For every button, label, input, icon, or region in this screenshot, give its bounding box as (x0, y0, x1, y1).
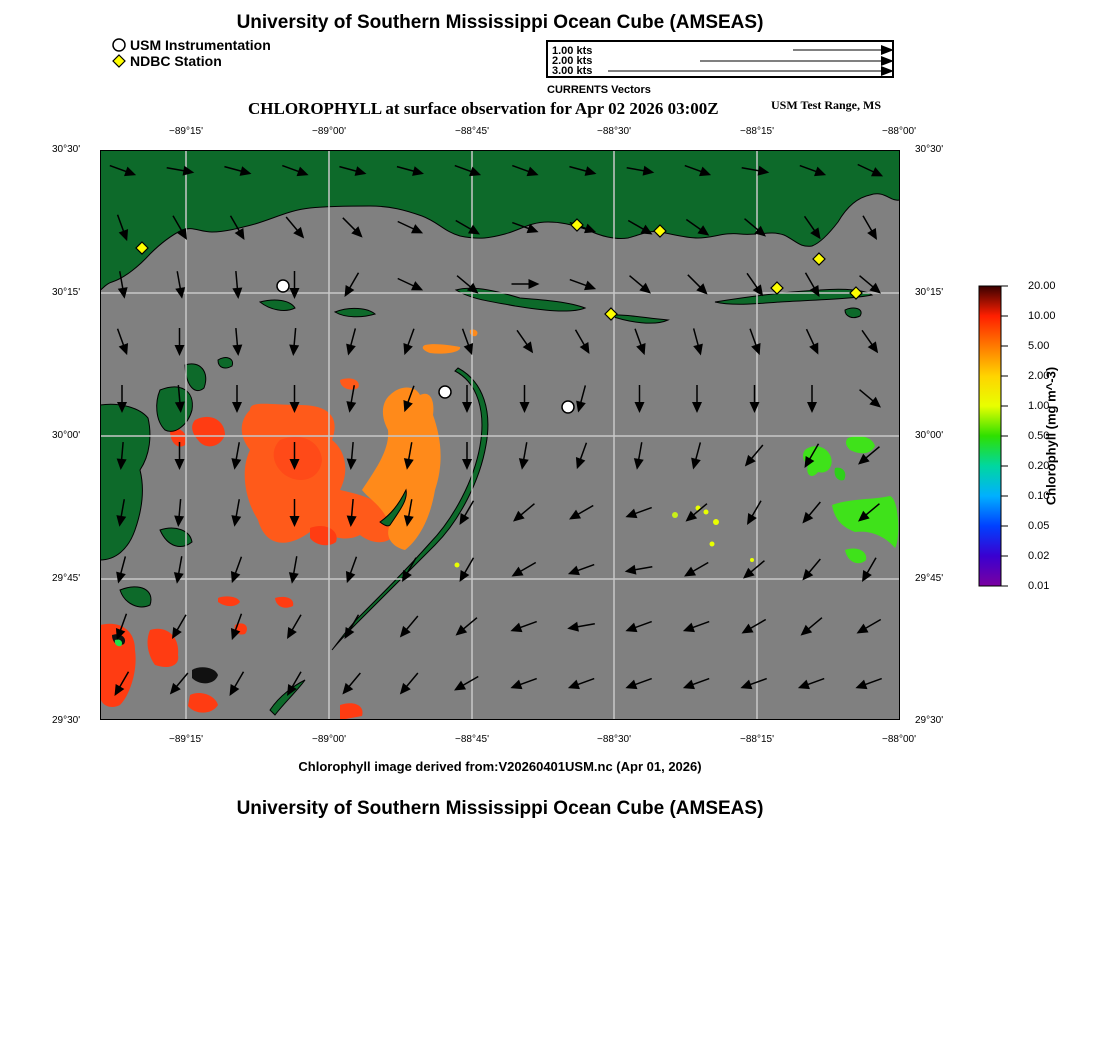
legend-ndbc-label: NDBC Station (130, 53, 222, 69)
colorbar-label: 2.00 (1028, 370, 1050, 382)
vector-label-1: 1.00 kts (552, 45, 593, 57)
colorbar-label: 0.02 (1028, 550, 1050, 562)
colorbar-label: 5.00 (1028, 340, 1050, 352)
colorbar-label: 0.20 (1028, 460, 1050, 472)
page-title: University of Southern Mississippi Ocean Cube (AMSEAS) (236, 12, 764, 33)
x-tick-bottom-1: −89°15' (169, 734, 203, 745)
vector-scale-key (546, 40, 894, 78)
colorbar-label: 20.00 (1028, 280, 1056, 292)
chlorophyll-colorbar (978, 284, 1026, 588)
map-subtitle: USM Test Range, MS (771, 98, 882, 112)
usm-station-marker (277, 280, 289, 292)
y-tick-right-2: 30°15' (915, 287, 944, 298)
legend-item-usm (112, 37, 271, 53)
vector-scale-arrows (548, 42, 892, 76)
x-tick-top-4: −88°30' (597, 126, 631, 137)
y-tick-right-3: 30°00' (915, 430, 944, 441)
vector-caption: CURRENTS Vectors (547, 84, 651, 96)
ndbc-marker-icon (112, 54, 126, 68)
x-tick-top-3: −88°45' (455, 126, 489, 137)
colorbar-label: 10.00 (1028, 310, 1056, 322)
usm-station-marker (439, 386, 451, 398)
marker-legend (112, 37, 271, 69)
vector-label-2: 2.00 kts (552, 55, 593, 67)
colorbar-label: 0.10 (1028, 490, 1050, 502)
map-title: CHLOROPHYLL at surface observation for Apr 02 2026 03:00Z (248, 99, 719, 118)
y-tick-left-2: 30°15' (52, 287, 81, 298)
x-tick-bottom-4: −88°30' (597, 734, 631, 745)
y-tick-left-1: 30°30' (52, 144, 81, 155)
legend-item-ndbc (112, 53, 271, 69)
x-tick-top-6: −88°00' (882, 126, 916, 137)
vector-label-3: 3.00 kts (552, 65, 593, 77)
image-source-note: Chlorophyll image derived from:V20260401USM.nc (Apr 01, 2026) (298, 759, 702, 774)
chlorophyll-map (100, 150, 900, 720)
colorbar-label: 0.01 (1028, 580, 1050, 592)
x-tick-top-5: −88°15' (740, 126, 774, 137)
y-tick-left-5: 29°30' (52, 715, 81, 726)
colorbar-title: Chlorophyll (mg m^-3) (1043, 366, 1059, 506)
y-tick-right-4: 29°45' (915, 573, 944, 584)
colorbar-label: 0.05 (1028, 520, 1050, 532)
x-tick-top-1: −89°15' (169, 126, 203, 137)
x-tick-bottom-5: −88°15' (740, 734, 774, 745)
usm-station-marker (562, 401, 574, 413)
colorbar-label: 0.50 (1028, 430, 1050, 442)
usm-marker-icon (112, 38, 126, 52)
legend-usm-label: USM Instrumentation (130, 37, 271, 53)
y-tick-right-1: 30°30' (915, 144, 944, 155)
y-tick-left-3: 30°00' (52, 430, 81, 441)
colorbar-label: 1.00 (1028, 400, 1050, 412)
x-tick-bottom-3: −88°45' (455, 734, 489, 745)
x-tick-top-2: −89°00' (312, 126, 346, 137)
y-tick-left-4: 29°45' (52, 573, 81, 584)
x-tick-bottom-6: −88°00' (882, 734, 916, 745)
y-tick-right-5: 29°30' (915, 715, 944, 726)
x-tick-bottom-2: −89°00' (312, 734, 346, 745)
footer-title: University of Southern Mississippi Ocean Cube (AMSEAS) (236, 798, 764, 819)
